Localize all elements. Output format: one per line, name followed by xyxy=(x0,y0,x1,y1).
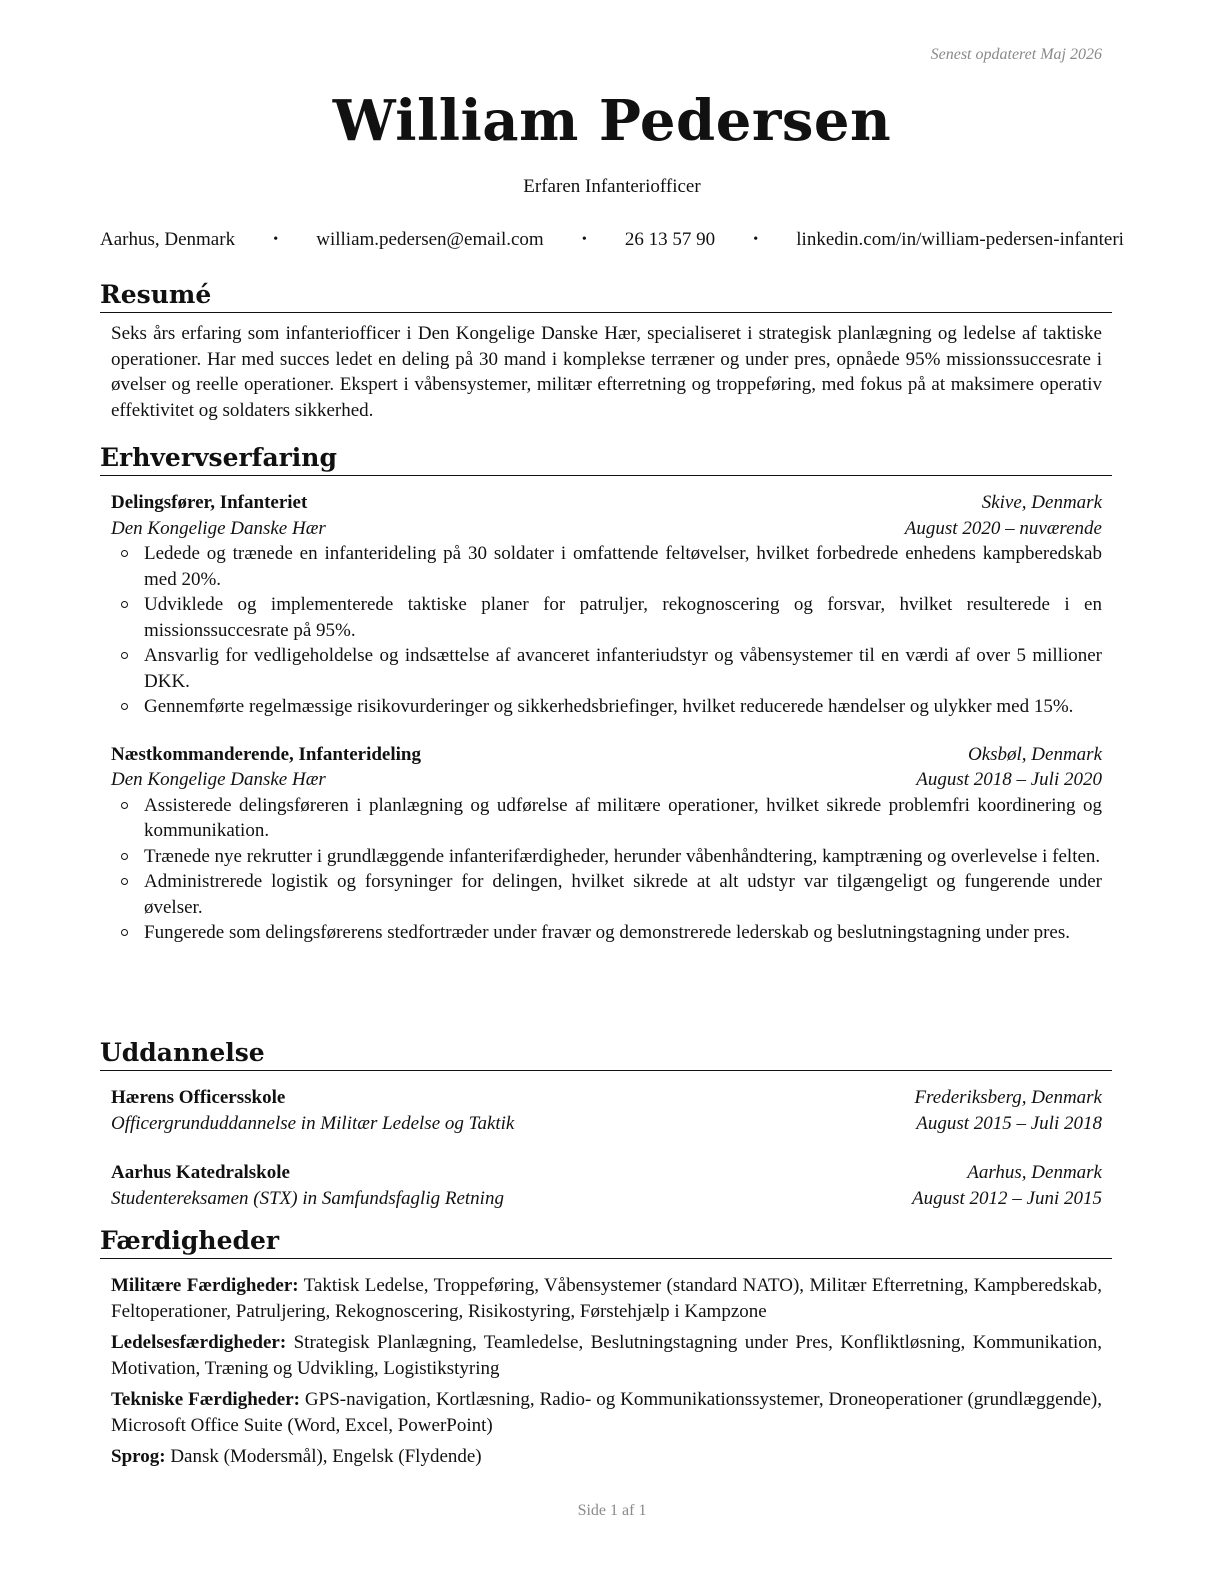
job-entry xyxy=(111,742,1102,946)
list-item: Assisterede delingsføreren i planlægning og udførelse af militære operationer, hvilket sikrede problemfri koordinering og kommunikation. xyxy=(144,793,1102,844)
skill-text: GPS-navigation, Kortlæsning, Radio- og Kommunikationssystemer, Droneoperationer (grundlæggende), Microsoft Office Suite (Word, Excel, PowerPoint) xyxy=(111,1389,1103,1436)
skill-label: Sprog: xyxy=(111,1446,166,1467)
school-degree: Officergrunduddannelse in Militær Ledelse og Taktik xyxy=(111,1112,515,1134)
contact-phone: 26 13 57 90 xyxy=(624,229,716,250)
contact-email[interactable]: william.pedersen@email.com xyxy=(316,229,544,250)
skill-group xyxy=(111,1330,1102,1381)
summary-text: Seks års erfaring som infanteriofficer i Den Kongelige Danske Hær, specialiseret i strategisk planlægning og ledelse af taktiske operationer. Har med succes ledet en deling på 30 mand i komplekse terræner og under pres, opnåede 95% missionssuccesrate i øvelser og reelle operationer. Ekspert i våbensystemer, militær efterretning og troppeføring, med fokus på at maksimere operativ effektivitet og soldaters sikkerhed. xyxy=(111,323,1102,421)
school-degree: Studentereksamen (STX) in Samfundsfaglig Retning xyxy=(111,1187,504,1209)
list-item: Ledede og trænede en infanterideling på 30 soldater i omfattende feltøvelser, hvilket forbedrede enhedens kampberedskab med 20%. xyxy=(144,541,1102,592)
list-item: Gennemførte regelmæssige risikovurderinger og sikkerhedsbriefinger, hvilket reducerede hændelser og ulykker med 15%. xyxy=(144,694,1102,720)
skill-label: Tekniske Færdigheder: xyxy=(111,1389,300,1410)
section-heading: Erhvervserfaring xyxy=(100,443,1112,476)
page-number: Side 1 af 1 xyxy=(577,1502,647,1519)
job-org: Den Kongelige Danske Hær xyxy=(111,517,326,539)
contact-line xyxy=(100,229,1124,251)
list-item: Ansvarlig for vedligeholdelse og indsættelse af avanceret infanteriudstyr og våbensystemer til en værdi af over 5 millioner DKK. xyxy=(144,643,1102,694)
summary-section xyxy=(100,280,1112,423)
circle-bullet-icon xyxy=(121,878,128,885)
skill-label: Ledelsesfærdigheder: xyxy=(111,1332,287,1353)
job-location: Skive, Denmark xyxy=(981,492,1102,513)
skill-text: Strategisk Planlægning, Teamledelse, Beslutningstagning under Pres, Konfliktløsning, Kommunikation, Motivation, Træning og Udvikling, Logistikstyring xyxy=(111,1332,1102,1379)
contact-location: Aarhus, Denmark xyxy=(100,229,236,250)
contact-linkedin[interactable]: linkedin.com/in/william-pedersen-infanteri xyxy=(796,229,1124,250)
job-entry xyxy=(111,490,1102,720)
education-section xyxy=(100,1038,1112,1211)
section-heading: Uddannelse xyxy=(100,1038,1112,1071)
skill-label: Militære Færdigheder: xyxy=(111,1275,299,1296)
section-heading: Færdigheder xyxy=(100,1226,1112,1259)
list-item: Administrerede logistik og forsyninger for delingen, hvilket sikrede at alt udstyr var tilgængeligt og fungerende under øvelser. xyxy=(144,869,1102,920)
job-bullets xyxy=(111,793,1102,946)
school-dates: August 2012 – Juni 2015 xyxy=(912,1187,1102,1209)
skills-section xyxy=(100,1226,1112,1476)
list-item: Fungerede som delingsførerens stedfortræder under fravær og demonstrerede lederskab og beslutningstagning under pres. xyxy=(144,920,1102,946)
last-updated: Senest opdateret Maj 2026 xyxy=(930,46,1102,63)
circle-bullet-icon xyxy=(121,802,128,809)
skill-group xyxy=(111,1387,1102,1438)
circle-bullet-icon xyxy=(121,601,128,608)
job-location: Oksbøl, Denmark xyxy=(967,743,1102,765)
school-location: Aarhus, Denmark xyxy=(967,1162,1102,1183)
education-entry xyxy=(111,1085,1102,1136)
circle-bullet-icon xyxy=(121,652,128,659)
job-role: Delingsfører, Infanteriet xyxy=(111,492,308,513)
school-dates: August 2015 – Juli 2018 xyxy=(916,1112,1102,1134)
job-org: Den Kongelige Danske Hær xyxy=(111,769,326,790)
circle-bullet-icon xyxy=(121,550,128,557)
circle-bullet-icon xyxy=(121,703,128,710)
bullet-separator: • xyxy=(581,232,587,247)
list-item: Udviklede og implementerede taktiske planer for patruljer, rekognoscering og forsvar, hvilket resulterede i en missionssuccesrate på 95%. xyxy=(144,592,1102,643)
circle-bullet-icon xyxy=(121,853,128,860)
job-dates: August 2020 – nuværende xyxy=(904,517,1102,539)
list-item: Trænede nye rekrutter i grundlæggende infanterifærdigheder, herunder våbenhåndtering, kamptræning og overlevelse i felten. xyxy=(144,844,1102,870)
candidate-name: William Pedersen xyxy=(332,88,892,154)
skill-text: Dansk (Modersmål), Engelsk (Flydende) xyxy=(170,1446,482,1467)
candidate-title: Erfaren Infanteriofficer xyxy=(523,176,701,197)
school-name: Aarhus Katedralskole xyxy=(111,1162,290,1183)
job-bullets xyxy=(111,541,1102,720)
section-heading: Resumé xyxy=(100,280,1112,313)
job-dates: August 2018 – Juli 2020 xyxy=(916,769,1102,790)
school-name: Hærens Officersskole xyxy=(111,1087,286,1108)
circle-bullet-icon xyxy=(121,929,128,936)
skill-text: Taktisk Ledelse, Troppeføring, Våbensystemer (standard NATO), Militær Efterretning, Kampberedskab, Feltoperationer, Patruljering, Rekognoscering, Risikostyring, Førstehjælp i Kampzone xyxy=(111,1275,1102,1322)
school-location: Frederiksberg, Denmark xyxy=(914,1087,1102,1108)
education-entry xyxy=(111,1160,1102,1211)
bullet-separator: • xyxy=(753,232,759,247)
experience-section xyxy=(100,443,1112,946)
job-role: Næstkommanderende, Infanterideling xyxy=(111,743,421,765)
skill-group xyxy=(111,1273,1102,1324)
bullet-separator: • xyxy=(273,232,279,247)
skill-group xyxy=(111,1444,1102,1470)
